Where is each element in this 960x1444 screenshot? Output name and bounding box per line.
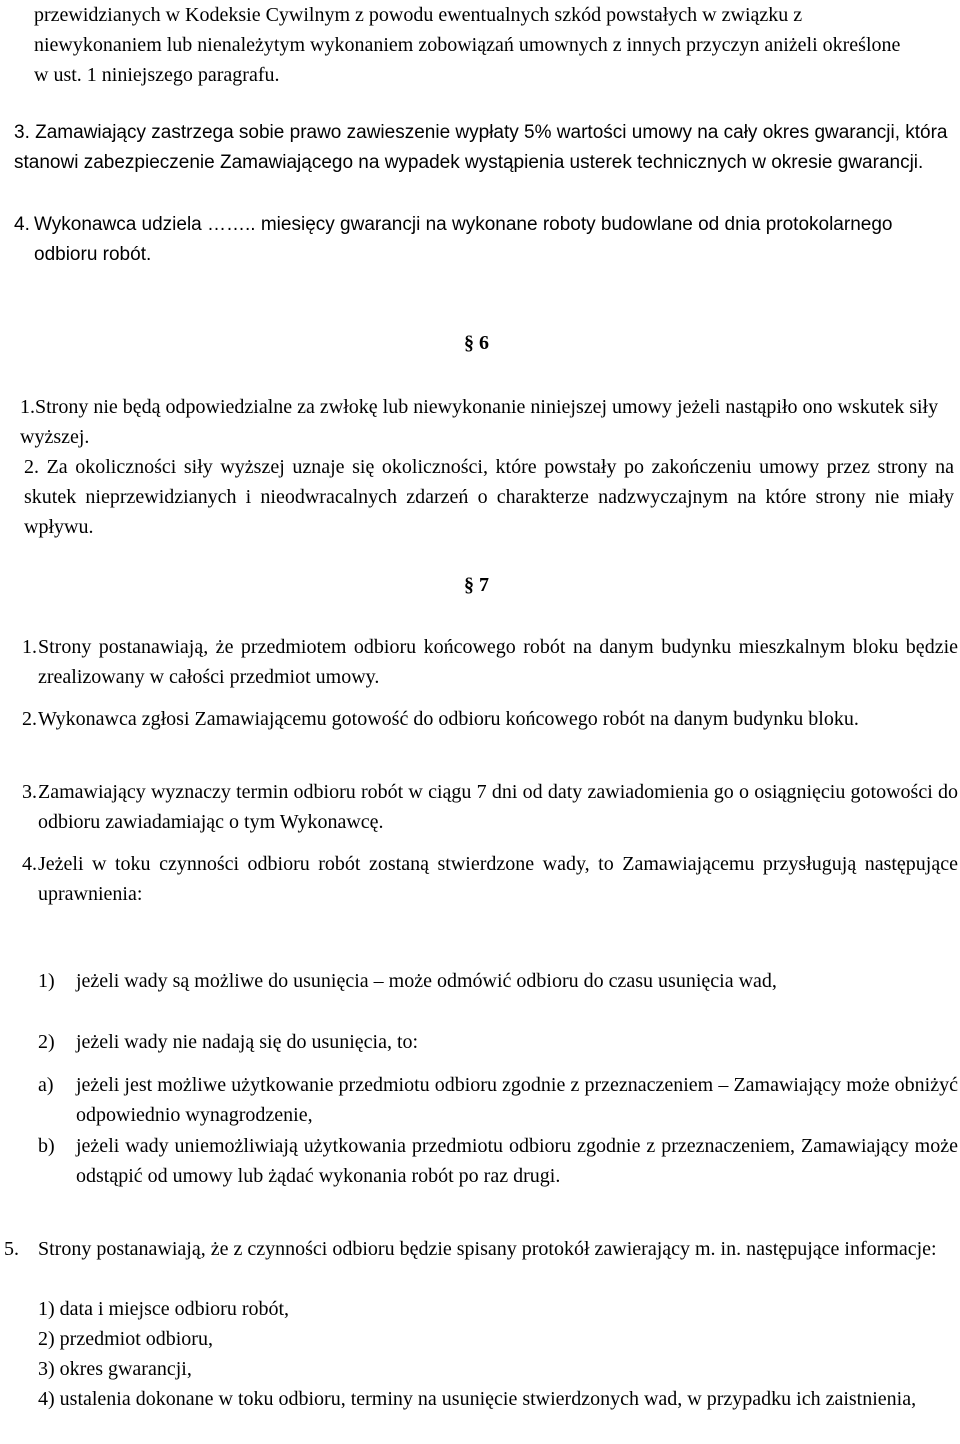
section-7-item-3 xyxy=(0,777,958,837)
section-6-paragraph-1: 1.Strony nie będą odpowiedzialne za zwłokę lub niewykonanie niniejszej umowy jeżeli nastąpiło ono wskutek siły wyższej. xyxy=(20,396,939,448)
protocol-list-item-2: 2) przedmiot odbioru, xyxy=(38,1328,213,1350)
paragraph-4-number: 4. xyxy=(14,214,30,235)
sub-item-number: 2) xyxy=(38,1031,55,1053)
sub-item-text: jeżeli wady nie nadają się do usunięcia, to: xyxy=(76,1031,419,1053)
sub-item-a xyxy=(0,1070,958,1130)
item-number: 1. xyxy=(22,636,37,658)
paragraph-continuation: przewidzianych w Kodeksie Cywilnym z powodu ewentualnych szkód powstałych w związku z niewykonaniem lub nienależytym wykonaniem zobowiązań umownych z innych przyczyn aniżeli określone w ust. 1 niniejszego paragrafu. xyxy=(34,4,901,86)
sub-item-2 xyxy=(0,1027,958,1057)
protocol-list-item-3: 3) okres gwarancji, xyxy=(38,1358,192,1380)
item-text: Zamawiający wyznaczy termin odbioru robót w ciągu 7 dni od daty zawiadomienia go o osiągnięciu gotowości do odbioru zawiadamiając o tym Wykonawcę. xyxy=(38,781,958,833)
item-text: Strony postanawiają, że z czynności odbioru będzie spisany protokół zawierający m. in. następujące informacje: xyxy=(38,1238,937,1260)
section-6-heading: § 6 xyxy=(464,332,489,354)
sub-item-text: jeżeli wady uniemożliwiają użytkowania przedmiotu odbioru zgodnie z przeznaczeniem, Zamawiający może odstąpić od umowy lub żądać wykonania robót po raz drugi. xyxy=(76,1135,958,1187)
paragraph-4 xyxy=(14,210,954,270)
section-7-heading: § 7 xyxy=(464,574,489,596)
sub-item-number: 1) xyxy=(38,970,55,992)
sub-item-b xyxy=(0,1131,958,1191)
item-number: 2. xyxy=(22,708,37,730)
section-7-item-5 xyxy=(0,1234,958,1264)
section-7-item-2 xyxy=(0,704,958,734)
sub-item-number: a) xyxy=(38,1074,54,1096)
sub-item-1 xyxy=(0,966,958,996)
paragraph-4-text: Wykonawca udziela …….. miesięcy gwarancji na wykonane roboty budowlane od dnia protokolarnego odbioru robót. xyxy=(34,214,893,265)
section-7-item-1 xyxy=(0,632,958,692)
item-number: 4. xyxy=(22,853,37,875)
protocol-list-item-4: 4) ustalenia dokonane w toku odbioru, terminy na usunięcie stwierdzonych wad, w przypadku ich zaistnienia, xyxy=(38,1388,917,1410)
protocol-list-item-1: 1) data i miejsce odbioru robót, xyxy=(38,1298,290,1320)
item-number: 5. xyxy=(4,1238,19,1260)
item-text: Strony postanawiają, że przedmiotem odbioru końcowego robót na danym budynku mieszkalnym bloku będzie zrealizowany w całości przedmiot umowy. xyxy=(38,636,958,688)
item-number: 3. xyxy=(22,781,37,803)
sub-item-number: b) xyxy=(38,1135,55,1157)
paragraph-3-text: 3. Zamawiający zastrzega sobie prawo zawieszenie wypłaty 5% wartości umowy na cały okres gwarancji, która stanowi zabezpieczenie Zamawiającego na wypadek wystąpienia usterek technicznych w okresie gwarancji. xyxy=(14,122,948,173)
section-7-item-4 xyxy=(0,849,958,909)
paragraph-3 xyxy=(14,118,954,178)
sub-item-text: jeżeli wady są możliwe do usunięcia – może odmówić odbioru do czasu usunięcia wad, xyxy=(76,970,777,992)
item-text: Jeżeli w toku czynności odbioru robót zostaną stwierdzone wady, to Zamawiającemu przysługują następujące uprawnienia: xyxy=(38,853,958,905)
item-text: Wykonawca zgłosi Zamawiającemu gotowość do odbioru końcowego robót na danym budynku bloku. xyxy=(38,708,859,730)
sub-item-text: jeżeli jest możliwe użytkowanie przedmiotu odbioru zgodnie z przeznaczeniem – Zamawiający może obniżyć odpowiednio wynagrodzenie, xyxy=(76,1074,958,1126)
section-6-paragraph-2: 2. Za okoliczności siły wyższej uznaje się okoliczności, które powstały po zakończeniu umowy przez strony na skutek nieprzewidzianych i nieodwracalnych zdarzeń o charakterze nadzwyczajnym na które strony nie miały wpływu. xyxy=(24,456,954,538)
